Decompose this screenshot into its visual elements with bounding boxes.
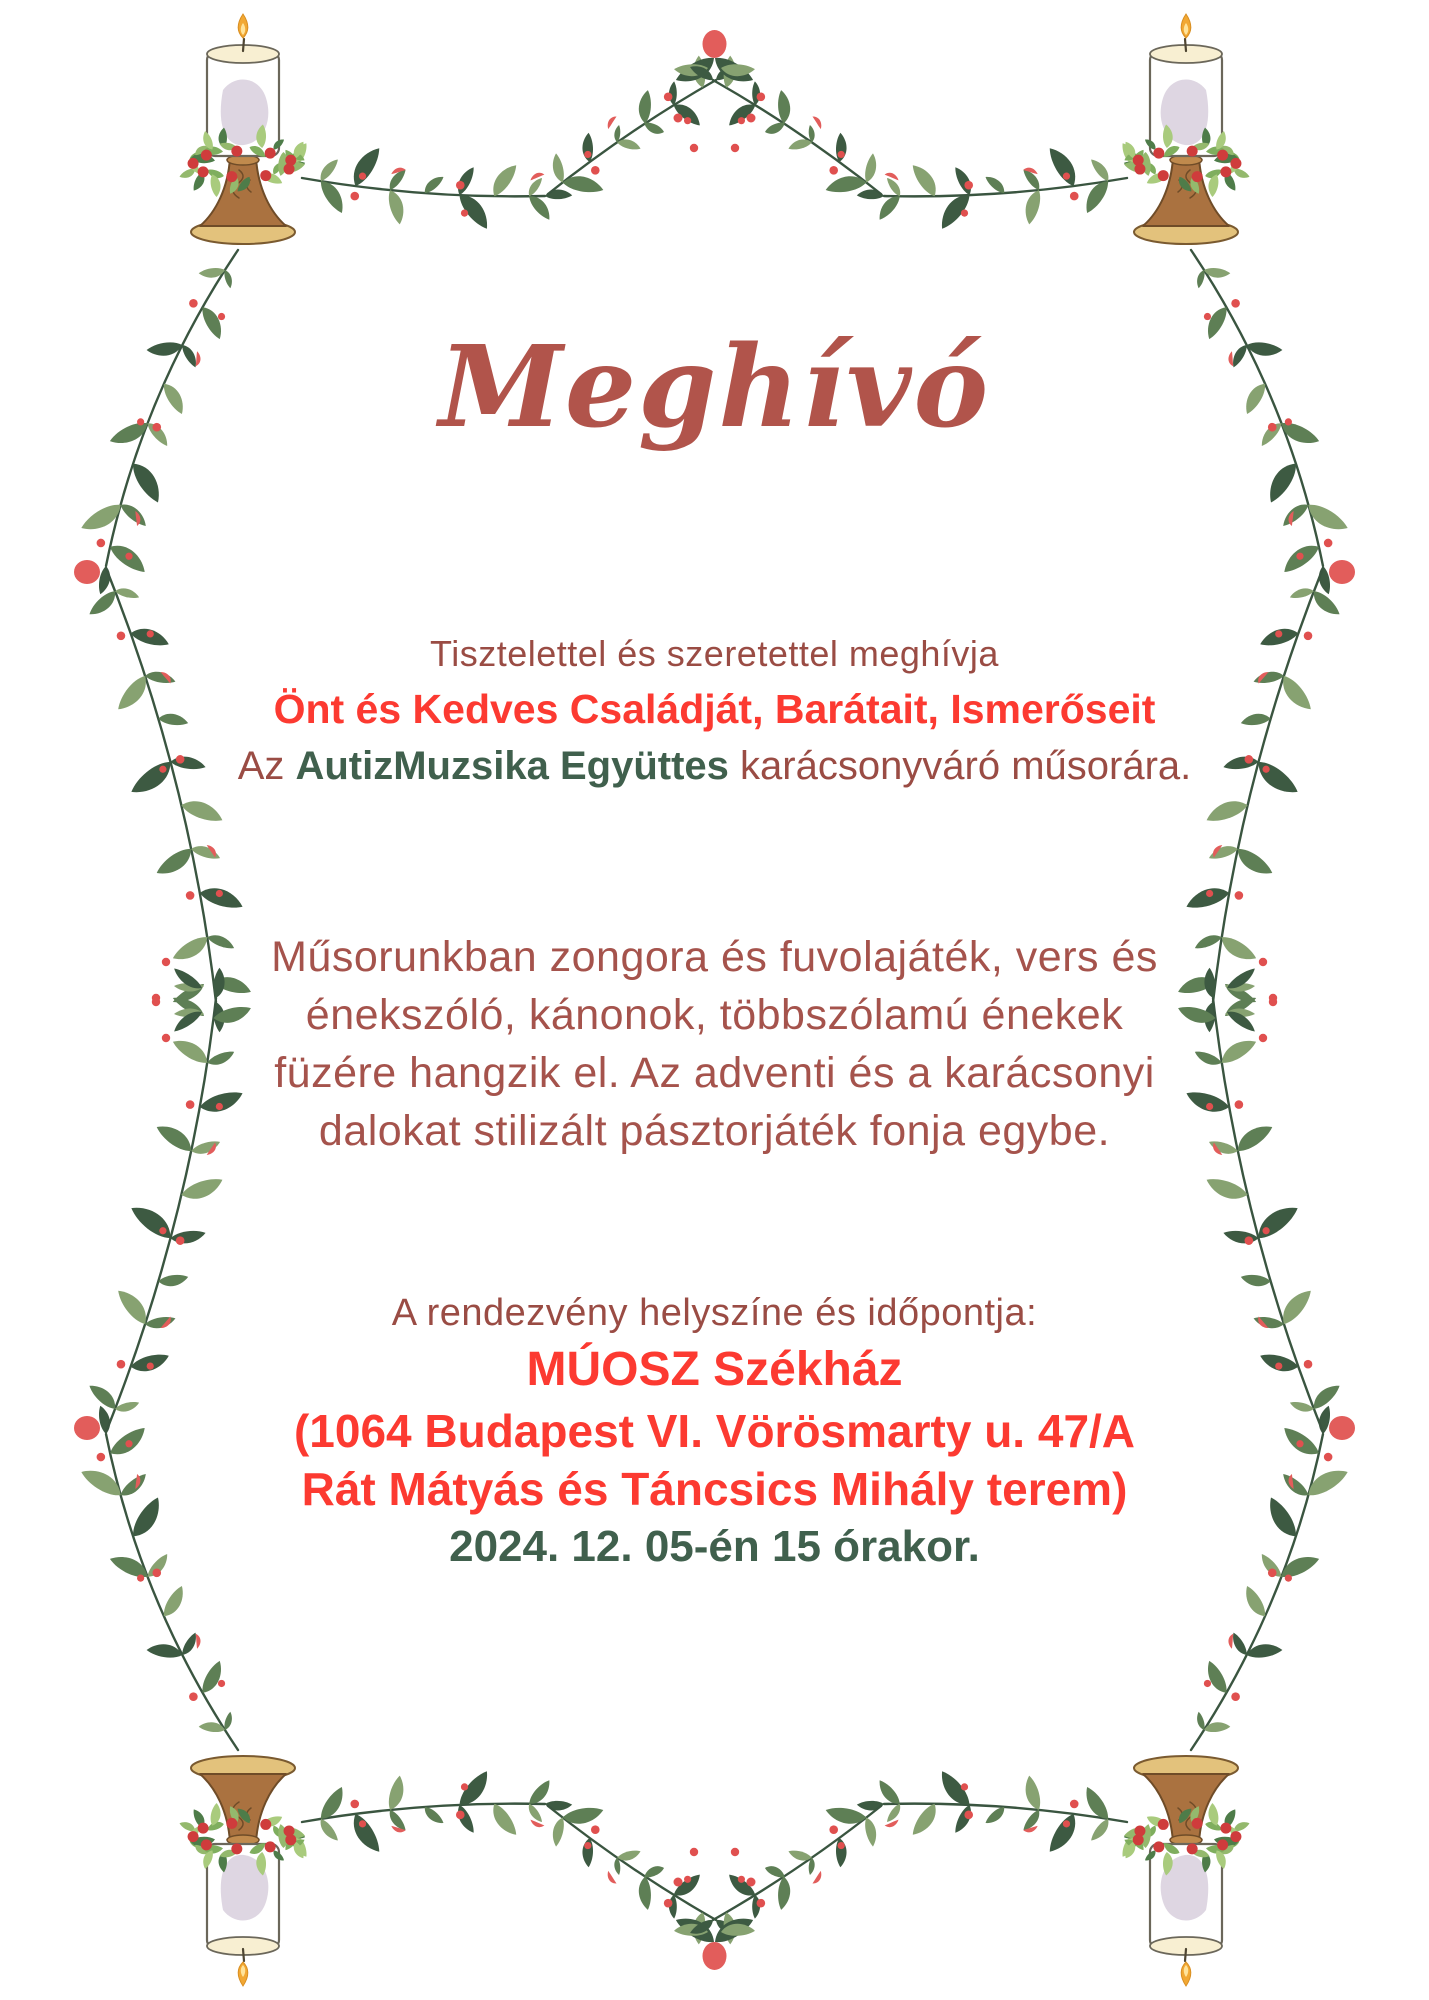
venue-address-line-1: (1064 Budapest VI. Vörösmarty u. 47/A	[293, 1405, 1136, 1457]
garland-quadrant-art	[74, 14, 741, 1033]
garland-quadrant-art	[688, 14, 1355, 1033]
program-line-3: füzére hangzik el. Az adventi és a karácsonyi	[274, 1049, 1155, 1097]
intro-line-3-prefix: Az	[237, 744, 296, 788]
intro-line-1: Tisztelettel és szeretettel meghívja	[430, 633, 999, 674]
intro-line-3-suffix: karácsonyváró műsorára.	[728, 744, 1192, 788]
program-line-1: Műsorunkban zongora és fuvolajáték, vers és	[271, 933, 1158, 981]
invitation-title: Meghívó	[438, 322, 991, 453]
venue-address-line-2: Rát Mátyás és Táncsics Mihály terem)	[301, 1463, 1128, 1515]
intro-line-3	[0, 744, 1429, 789]
candle-icon	[178, 1756, 309, 1986]
candle-icon	[178, 14, 309, 244]
border-quadrant-top-right	[688, 14, 1355, 1033]
candle-icon	[1119, 14, 1250, 244]
venue-name: MÚOSZ Székház	[526, 1343, 903, 1396]
border-quadrant-top-left	[74, 14, 741, 1033]
program-line-4: dalokat stilizált pásztorjáték fonja egybe.	[318, 1107, 1111, 1155]
ensemble-name: AutizMuzsika Együttes	[295, 744, 729, 788]
program-description	[0, 928, 1429, 1160]
program-line-2: énekszóló, kánonok, többszólamú énekek	[305, 991, 1124, 1039]
candle-icon	[1119, 1756, 1250, 1986]
intro-line-2: Önt és Kedves Családját, Barátait, Ismerőseit	[273, 686, 1156, 732]
event-datetime: 2024. 12. 05-én 15 órakor.	[449, 1522, 980, 1571]
details-heading: A rendezvény helyszíne és időpontja:	[391, 1292, 1038, 1334]
